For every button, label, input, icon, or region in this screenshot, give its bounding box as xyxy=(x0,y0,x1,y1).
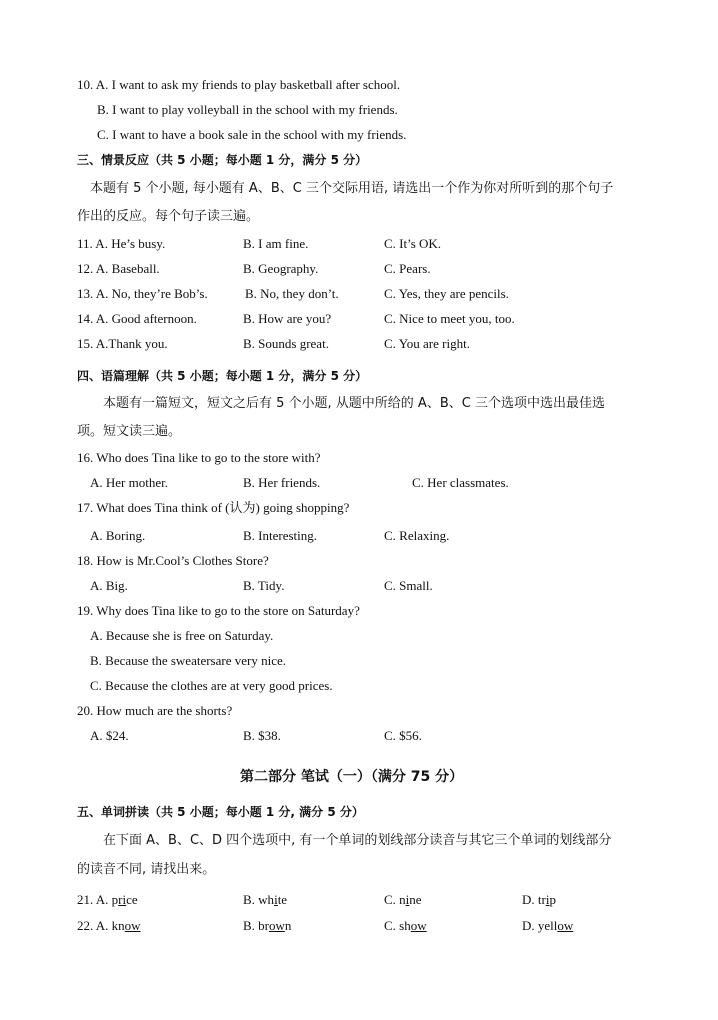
q19-stem: 19. Why does Tina like to go to the store on Saturday? xyxy=(77,603,360,618)
q19-option-b: B. Because the sweatersare very nice. xyxy=(90,653,286,668)
q12-option-c: C. Pears. xyxy=(384,261,431,276)
q12-option-a: 12. A. Baseball. xyxy=(77,261,160,276)
q22-option-c: C. show xyxy=(384,918,427,933)
section4-instruction-line1: 本题有一篇短文，短文之后有 5 个小题, 从题中所给的 A、B、C 三个选项中选出最佳选 xyxy=(103,396,605,411)
q15-option-a: 15. A.Thank you. xyxy=(77,336,168,351)
q17-option-a: A. Boring. xyxy=(90,528,146,543)
q16-option-b: B. Her friends. xyxy=(243,475,321,490)
q19-option-a: A. Because she is free on Saturday. xyxy=(90,628,274,643)
q14-option-a: 14. A. Good afternoon. xyxy=(77,311,197,326)
underlined-part: i xyxy=(405,892,410,907)
q20-stem: 20. How much are the shorts? xyxy=(77,703,233,718)
q18-option-c: C. Small. xyxy=(384,578,433,593)
q21-option-b: B. white xyxy=(243,892,288,907)
section4-title: 四、语篇理解（共 5 小题；每小题 1 分，满分 5 分） xyxy=(77,369,368,383)
q21-option-d: D. trip xyxy=(522,892,556,907)
q16-stem: 16. Who does Tina like to go to the store with? xyxy=(77,450,321,465)
underlined-part: ow xyxy=(557,918,574,933)
q15-option-b: B. Sounds great. xyxy=(243,336,329,351)
q11-option-c: C. It’s OK. xyxy=(384,236,442,251)
section3-instruction-line1: 本题有 5 个小题, 每小题有 A、B、C 三个交际用语, 请选出一个作为你对所听到的那个句子 xyxy=(90,181,614,196)
q10-option-c: C. I want to have a book sale in the school with my friends. xyxy=(97,127,407,142)
q14-option-b: B. How are you? xyxy=(243,311,332,326)
q14-option-c: C. Nice to meet you, too. xyxy=(384,311,515,326)
section5-title: 五、单词拼读（共 5 小题；每小题 1 分, 满分 5 分） xyxy=(77,805,364,819)
section3-instruction-line2: 作出的反应。每个句子读三遍。 xyxy=(77,209,260,224)
q13-option-c: C. Yes, they are pencils. xyxy=(384,286,509,301)
q20-option-a: A. $24. xyxy=(90,728,129,743)
underlined-part: ow xyxy=(124,918,141,933)
underlined-part: ow xyxy=(269,918,285,933)
q12-option-b: B. Geography. xyxy=(243,261,319,276)
q18-option-a: A. Big. xyxy=(90,578,128,593)
q15-option-c: C. You are right. xyxy=(384,336,470,351)
q17-option-b: B. Interesting. xyxy=(243,528,318,543)
q19-option-c: C. Because the clothes are at very good prices. xyxy=(90,678,333,693)
q22-option-a: 22. A. know xyxy=(77,918,141,933)
part2-title: 第二部分 笔试（一）（满分 75 分） xyxy=(240,769,464,785)
q17-option-c: C. Relaxing. xyxy=(384,528,450,543)
section4-instruction-line2: 项。短文读三遍。 xyxy=(77,424,182,439)
q10-option-a: 10. A. I want to ask my friends to play basketball after school. xyxy=(77,77,401,92)
q10-option-b: B. I want to play volleyball in the school with my friends. xyxy=(97,102,398,117)
q16-option-c: C. Her classmates. xyxy=(412,475,509,490)
underlined-part: i xyxy=(274,892,278,907)
q11-option-a: 11. A. He’s busy. xyxy=(77,236,166,251)
q11-option-b: B. I am fine. xyxy=(243,236,309,251)
q21-option-c: C. nine xyxy=(384,892,422,907)
q21-option-a: 21. A. price xyxy=(77,892,138,907)
q22-option-d: D. yellow xyxy=(522,918,574,933)
q22-option-b: B. brown xyxy=(243,918,292,933)
underlined-part: ow xyxy=(410,918,427,933)
underlined-part: ri xyxy=(118,892,127,907)
q18-option-b: B. Tidy. xyxy=(243,578,285,593)
q20-option-c: C. $56. xyxy=(384,728,422,743)
section5-instruction-line2: 的读音不同, 请找出来。 xyxy=(77,862,216,877)
q13-option-b: B. No, they don’t. xyxy=(245,286,339,301)
section3-title: 三、情景反应（共 5 小题；每小题 1 分，满分 5 分） xyxy=(77,153,368,167)
q16-option-a: A. Her mother. xyxy=(90,475,168,490)
q13-option-a: 13. A. No, they’re Bob’s. xyxy=(77,286,208,301)
q20-option-b: B. $38. xyxy=(243,728,281,743)
q18-stem: 18. How is Mr.Cool’s Clothes Store? xyxy=(77,553,269,568)
underlined-part: i xyxy=(545,892,550,907)
q17-stem: 17. What does Tina think of (认为) going shopping? xyxy=(77,500,350,515)
section5-instruction-line1: 在下面 A、B、C、D 四个选项中, 有一个单词的划线部分读音与其它三个单词的划线部分 xyxy=(103,833,612,848)
